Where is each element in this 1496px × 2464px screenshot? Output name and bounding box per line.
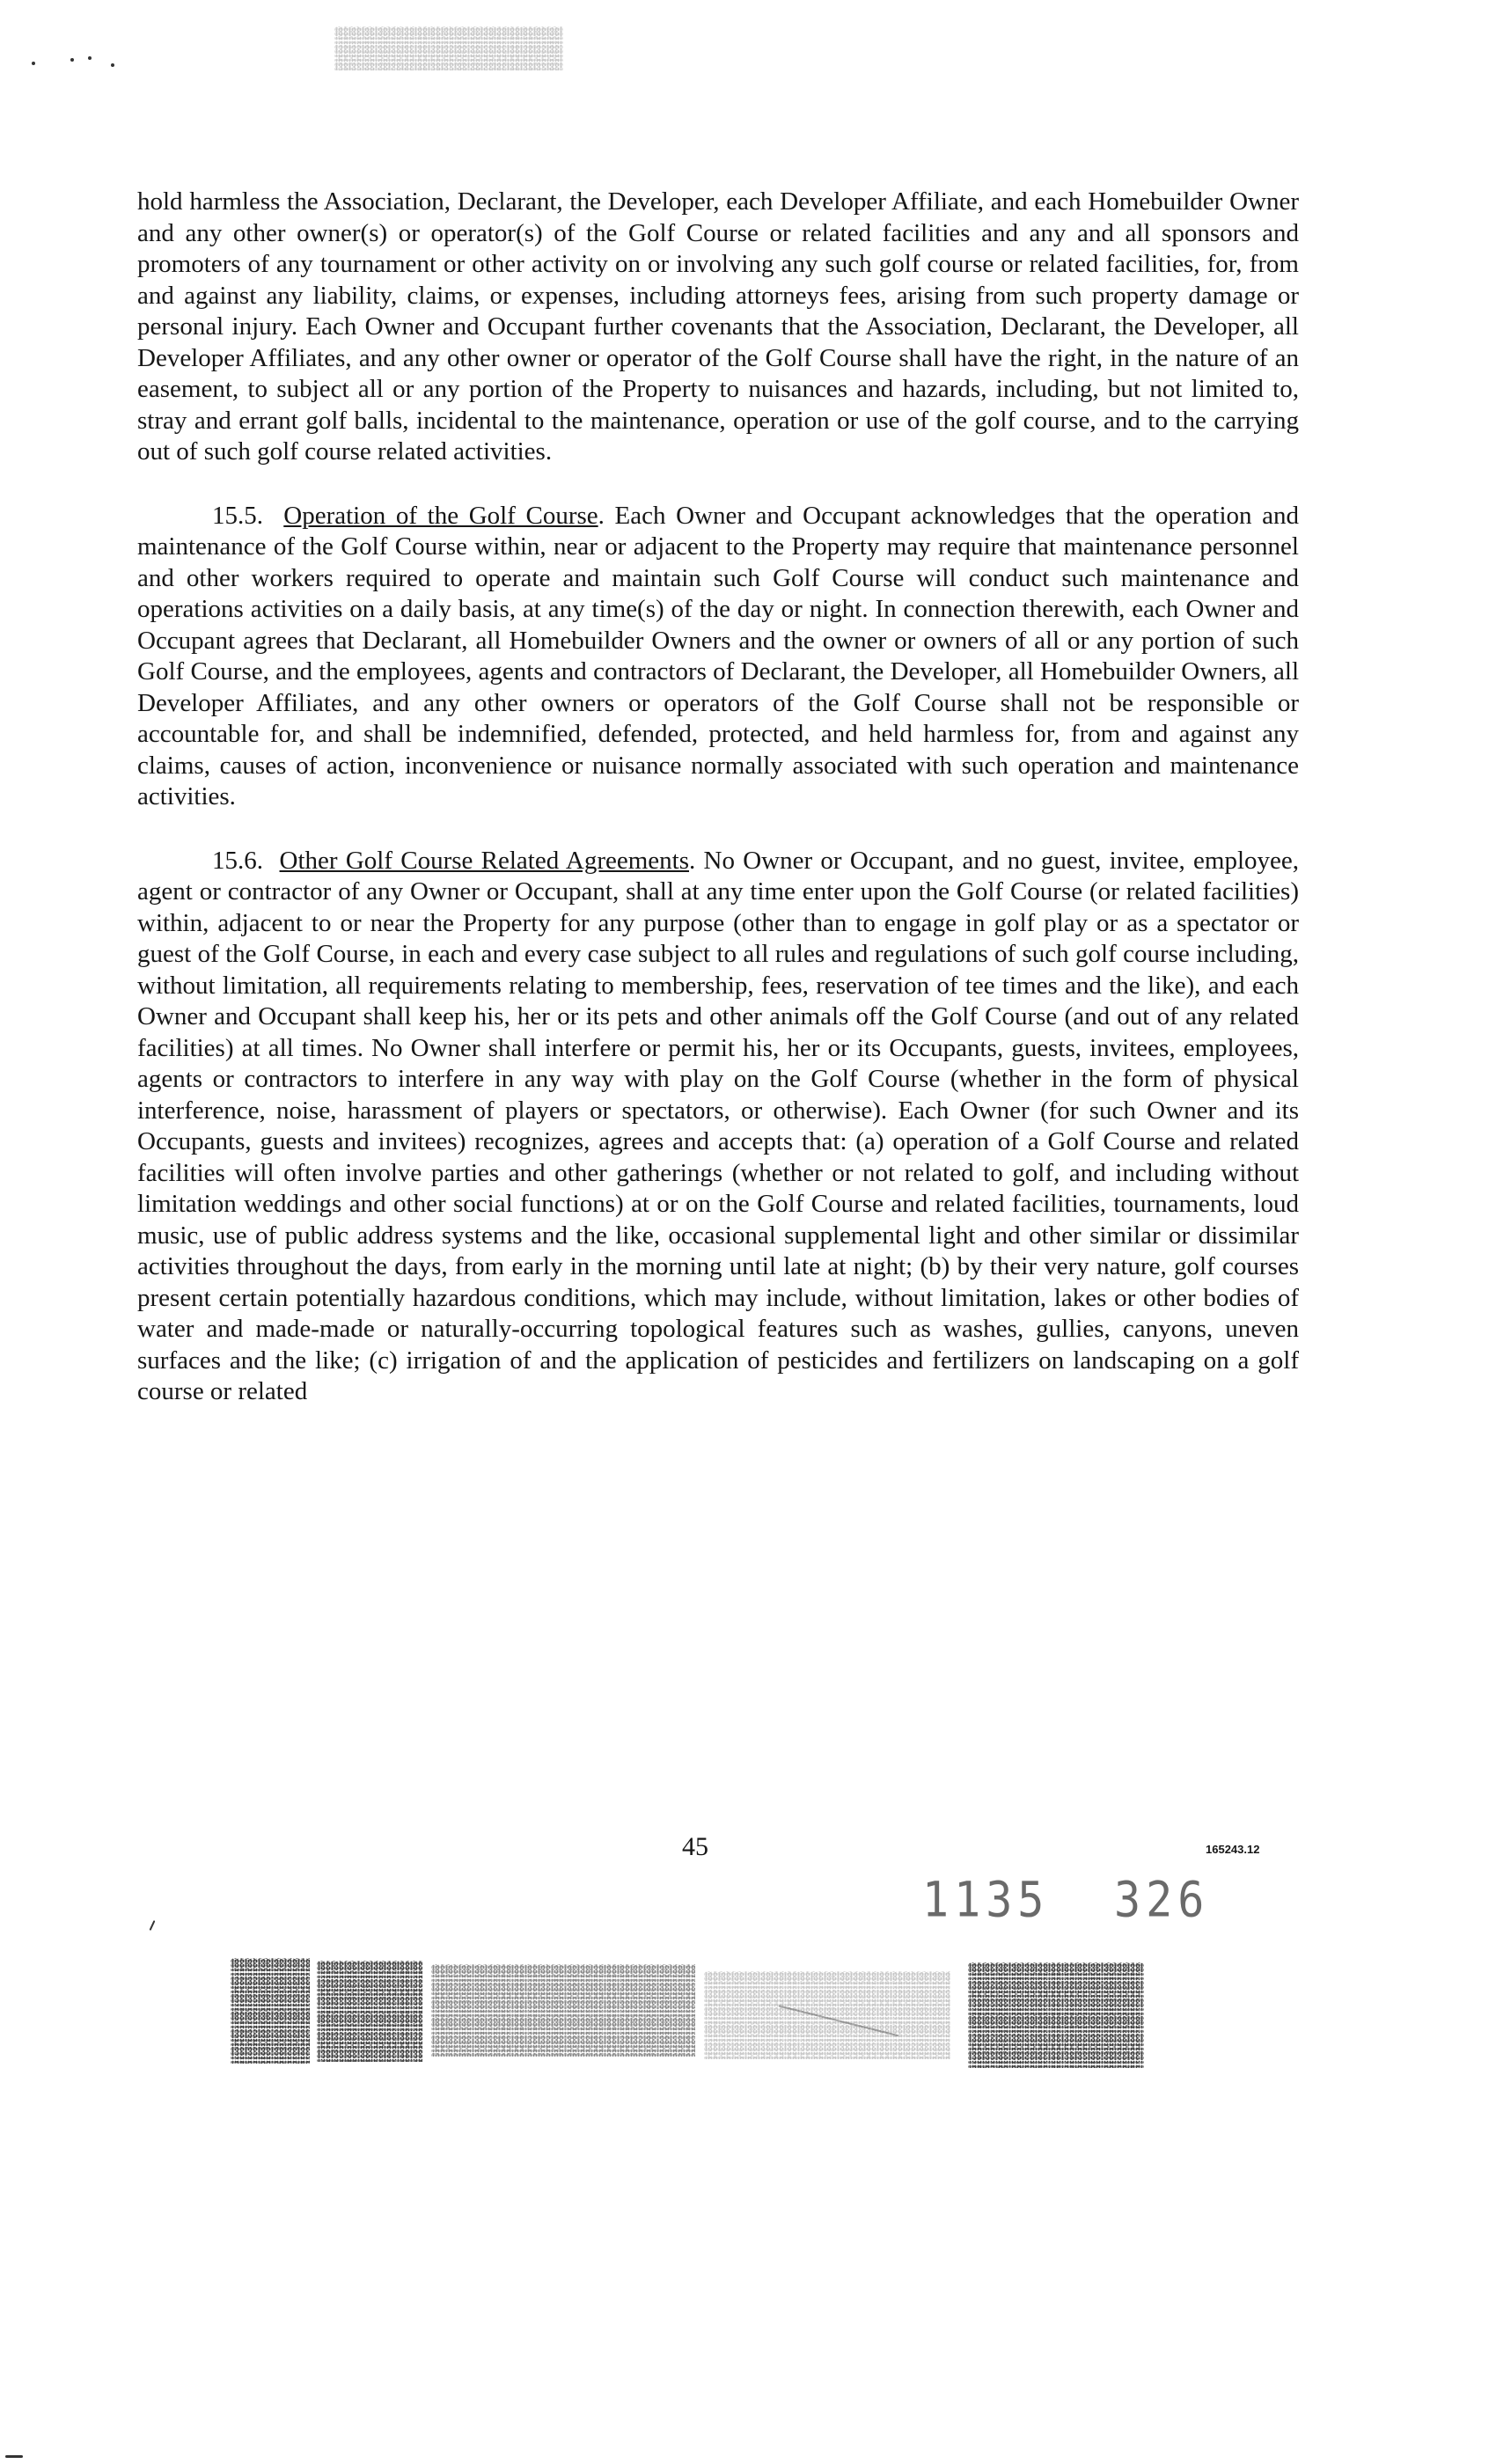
scan-noise-bottom-center xyxy=(704,1971,950,2059)
scan-noise-top xyxy=(334,26,563,70)
page-number: 45 xyxy=(682,1832,708,1861)
scan-speck xyxy=(70,58,74,62)
section-heading: Operation of the Golf Course xyxy=(283,501,598,530)
section-number: 15.6. xyxy=(212,846,263,875)
document-code: 165243.12 xyxy=(1206,1843,1260,1856)
scan-noise-bottom-left xyxy=(231,1958,310,2064)
scan-speck xyxy=(32,62,35,65)
scan-noise-bottom-left-2 xyxy=(317,1961,422,2062)
document-body xyxy=(137,187,1299,1441)
recording-book-stamp: 1135 xyxy=(922,1872,1050,1928)
scan-noise-bottom-mid xyxy=(431,1964,695,2057)
section-number: 15.5. xyxy=(212,501,263,530)
section-heading: Other Golf Course Related Agreements xyxy=(279,846,690,875)
scan-speck xyxy=(5,2455,23,2458)
paragraph-continuation: hold harmless the Association, Declarant, the Developer, each Developer Affiliate, and each Homebuilder Owner and any other owner(s) or operator(s) of the Golf Course or related facilities and any and all sponsors and promoters of any tournament or other activity on or involving any such golf course or related facilities, for, from and against any liability, claims, or expenses, including attorneys fees, arising from such property damage or personal injury. Each Owner and Occupant further covenants that the Association, Declarant, the Developer, all Developer Affiliates, and any other owner or operator of the Golf Course shall have the right, in the nature of an easement, to subject all or any portion of the Property to nuisances and hazards, including, but not limited to, stray and errant golf balls, incidental to the maintenance, operation or use of the golf course, and to the carrying out of such golf course related activities. xyxy=(137,187,1299,466)
scan-speck xyxy=(88,56,92,60)
section-15-5 xyxy=(137,501,1299,813)
section-body: . Each Owner and Occupant acknowledges that the operation and maintenance of the Golf Course within, near or adjacent to the Property may require that maintenance personnel and other workers required to operate and maintain such Golf Course will conduct such maintenance and operations activities on a daily basis, at any time(s) of the day or night. In connection therewith, each Owner and Occupant agrees that Declarant, all Homebuilder Owners and the owner or owners of all or any portion of such Golf Course, and the employees, agents and contractors of Declarant, the Developer, all Homebuilder Owners, all Developer Affiliates, and any other owners or operators of the Golf Course shall not be responsible or accountable for, and shall be indemnified, defended, protected, and held harmless for, from and against any claims, causes of action, inconvenience or nuisance normally associated with such operation and maintenance activities. xyxy=(137,501,1300,810)
section-body: . No Owner or Occupant, and no guest, invitee, employee, agent or contractor of any Owner or Occupant, shall at any time enter upon the Golf Course (or related facilities) within, adjacent to or near the Property for any purpose (other than to engage in golf play or as a spectator or guest of the Golf Course, in each and every case subject to all rules and regulations of such golf course including, without limitation, all requirements relating to membership, fees, reservation of tee times and the like), and each Owner and Occupant shall keep his, her or its pets and other animals off the Golf Course (and out of any related facilities) at all times. No Owner shall interfere or permit his, her or its Occupants, guests, invitees, employees, agents or contractors to interfere in any way with play on the Golf Course (whether in the form of physical interference, noise, harassment of players or spectators, or otherwise). Each Owner (for such Owner and its Occupants, guests and invitees) recognizes, agrees and accepts that: (a) operation of a Golf Course and related facilities will often involve parties and other gatherings (whether or not related to golf, and including without limitation weddings and other social functions) at or on the Golf Course and related facilities, tournaments, loud music, use of public address systems and the like, occasional supplemental light and other similar or dissimilar activities throughout the days, from early in the morning until late at night; (b) by their very nature, golf courses present certain potentially hazardous conditions, which may include, without limitation, lakes or other bodies of water and made-made or naturally-occurring topological features such as washes, gullies, canyons, uneven surfaces and the like; (c) irrigation of and the application of pesticides and fertilizers on landscaping on a golf course or related xyxy=(137,846,1299,1405)
scan-noise-bottom-right xyxy=(968,1962,1144,2068)
scan-speck xyxy=(111,63,114,67)
section-15-6 xyxy=(137,846,1299,1408)
recording-page-stamp: 326 xyxy=(1114,1872,1210,1928)
scan-speck xyxy=(150,1920,156,1931)
